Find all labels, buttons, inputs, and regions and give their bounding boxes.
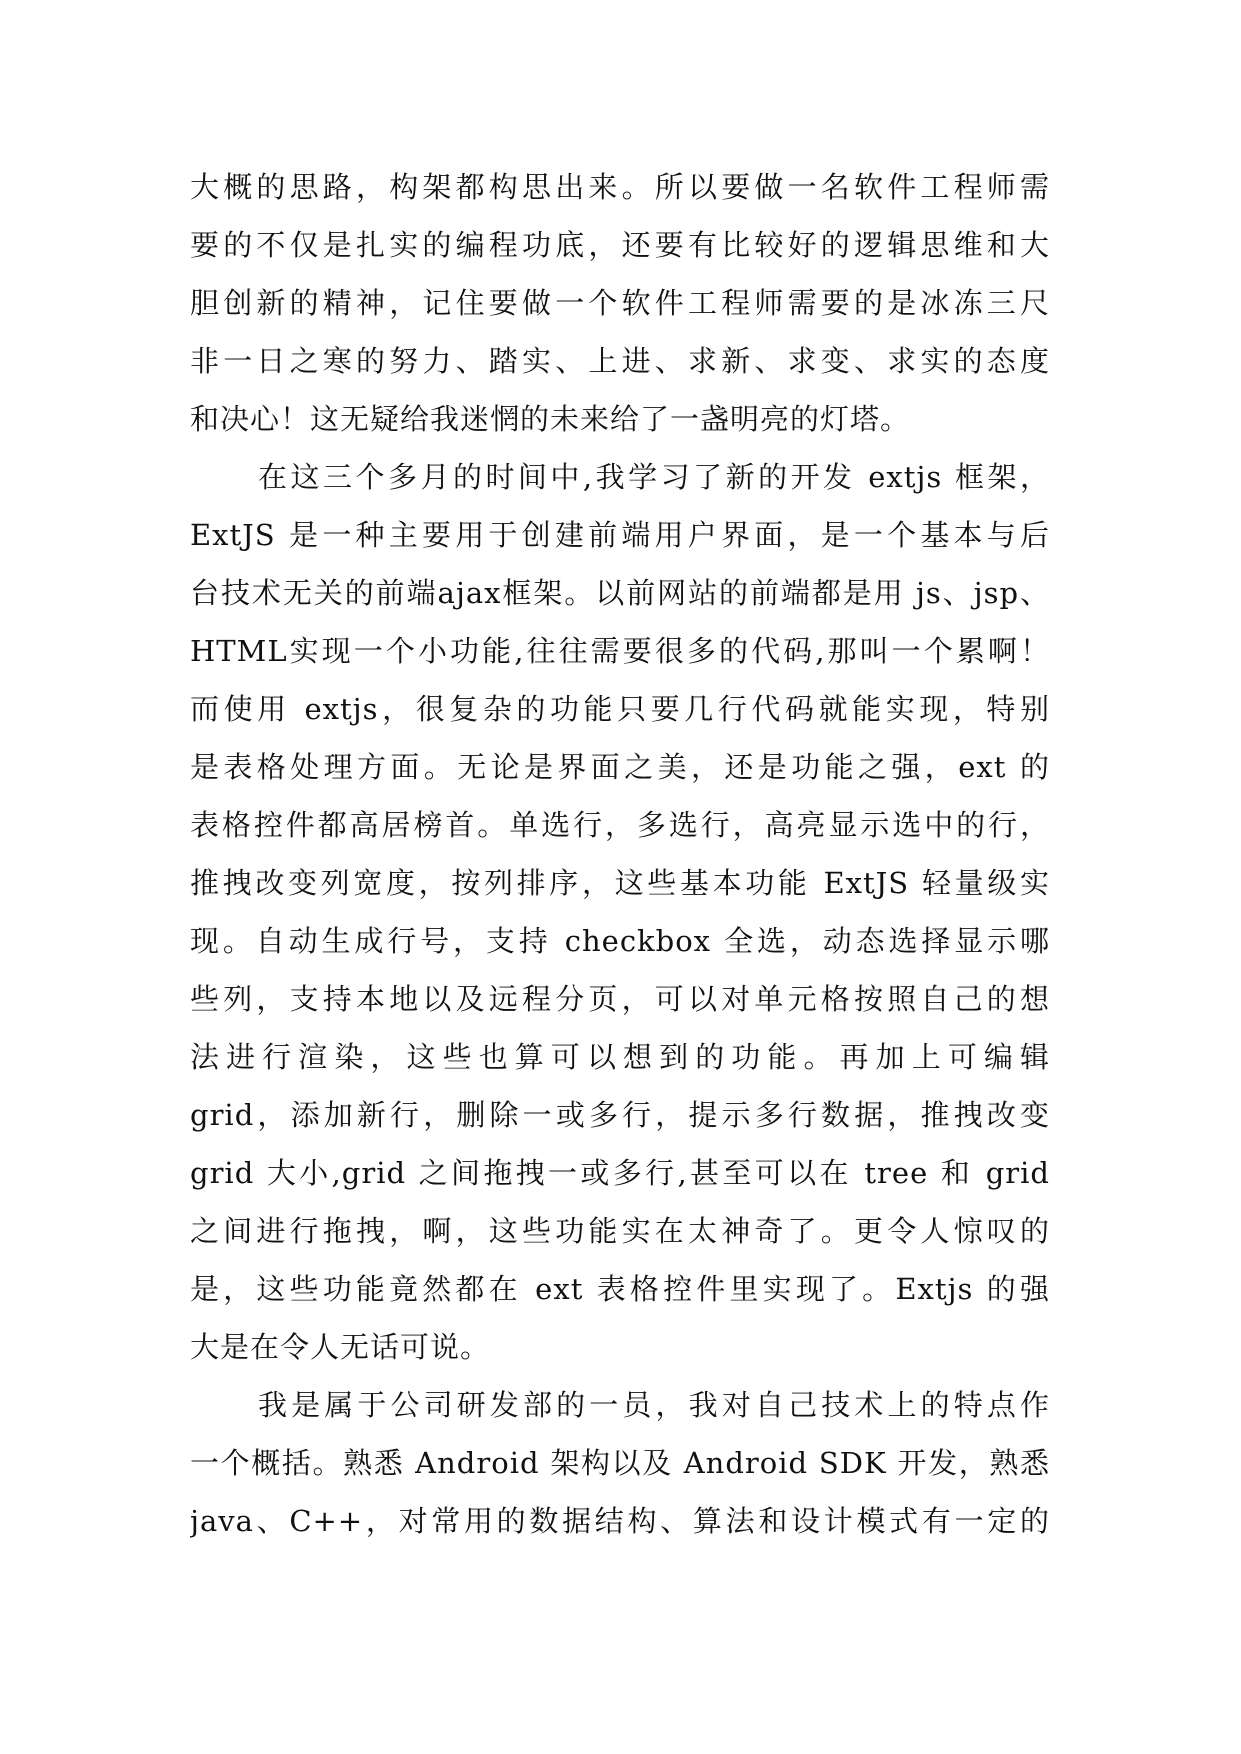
paragraph-line: grid 大小,grid 之间拖拽一或多行,甚至可以在 tree 和 grid	[190, 1156, 1050, 1190]
paragraph-line: 大概的思路，构架都构思出来。所以要做一名软件工程师需	[190, 170, 1050, 204]
paragraph-line: 之间进行拖拽，啊，这些功能实在太神奇了。更令人惊叹的	[190, 1214, 1050, 1248]
paragraph-line: 是表格处理方面。无论是界面之美，还是功能之强，ext 的	[190, 750, 1050, 784]
paragraph-line: 大是在令人无话可说。	[190, 1330, 491, 1364]
paragraph-line: 一个概括。熟悉 Android 架构以及 Android SDK 开发，熟悉	[190, 1446, 1050, 1480]
paragraph-line: 表格控件都高居榜首。单选行，多选行，高亮显示选中的行，	[190, 808, 1050, 842]
paragraph-line: 些列，支持本地以及远程分页，可以对单元格按照自己的想	[190, 982, 1050, 1016]
paragraph-line: 在这三个多月的时间中,我学习了新的开发 extjs 框架，	[258, 460, 1050, 494]
paragraph-line: HTML实现一个小功能,往往需要很多的代码,那叫一个累啊！	[190, 634, 1050, 668]
paragraph-line: java、C++，对常用的数据结构、算法和设计模式有一定的	[190, 1504, 1050, 1538]
paragraph-line: 推拽改变列宽度，按列排序，这些基本功能 ExtJS 轻量级实	[190, 866, 1050, 900]
paragraph-line: 和决心！这无疑给我迷惘的未来给了一盏明亮的灯塔。	[190, 402, 911, 436]
paragraph-line: 要的不仅是扎实的编程功底，还要有比较好的逻辑思维和大	[190, 228, 1050, 262]
body-text	[190, 158, 1050, 1550]
paragraph-line: 而使用 extjs，很复杂的功能只要几行代码就能实现，特别	[190, 692, 1050, 726]
paragraph-line: 台技术无关的前端ajax框架。以前网站的前端都是用 js、jsp、	[190, 576, 1050, 610]
paragraph-line: 我是属于公司研发部的一员，我对自己技术上的特点作	[258, 1388, 1050, 1422]
paragraph-line: 胆创新的精神，记住要做一个软件工程师需要的是冰冻三尺	[190, 286, 1050, 320]
paragraph-line: 是，这些功能竟然都在 ext 表格控件里实现了。Extjs 的强	[190, 1272, 1050, 1306]
paragraph-line: 非一日之寒的努力、踏实、上进、求新、求变、求实的态度	[190, 344, 1050, 378]
paragraph-line: grid，添加新行，删除一或多行，提示多行数据，推拽改变	[190, 1098, 1050, 1132]
paragraph-line: 法进行渲染，这些也算可以想到的功能。再加上可编辑	[190, 1040, 1050, 1074]
paragraph-line: 现。自动生成行号，支持 checkbox 全选，动态选择显示哪	[190, 924, 1050, 958]
paragraph-line: ExtJS 是一种主要用于创建前端用户界面，是一个基本与后	[190, 518, 1050, 552]
